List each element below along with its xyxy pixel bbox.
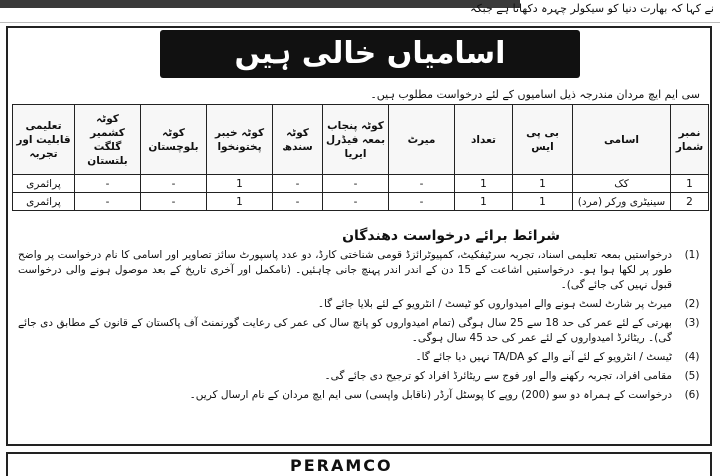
- header-quota-sindh: کوٹہ سندھ: [273, 105, 323, 175]
- condition-text: مقامی افراد، تجربہ رکھنے والے اور فوج سے ریٹائرڈ افراد کو ترجیح دی جائے گی۔: [324, 370, 672, 382]
- header-quota-kp: کوٹہ خیبر پختونخوا: [207, 105, 273, 175]
- cell-serial: 1: [671, 175, 709, 193]
- cell-quota-punjab: -: [323, 175, 389, 193]
- condition-item: [14, 297, 706, 312]
- header-post: اسامی: [573, 105, 671, 175]
- condition-number: (1): [684, 249, 700, 261]
- top-dark-bar: [0, 0, 520, 8]
- condition-number: (3): [684, 317, 700, 329]
- cell-bps: 1: [513, 175, 573, 193]
- cell-count: 1: [455, 175, 513, 193]
- cell-quota-kashmir-gb: -: [75, 175, 141, 193]
- header-count: تعداد: [455, 105, 513, 175]
- cell-quota-kp: 1: [207, 175, 273, 193]
- cell-qualification: پرائمری: [13, 193, 75, 211]
- condition-text: درخواست کے ہمراہ دو سو (200) روپے کا پوسٹل آرڈر (ناقابل واپسی) سی ایم ایچ مردان کے نام ارسال کریں۔: [189, 389, 672, 401]
- cell-quota-balochistan: -: [141, 193, 207, 211]
- cell-count: 1: [455, 193, 513, 211]
- condition-text: درخواستیں بمعہ تعلیمی اسناد، تجربہ سرٹیفکیٹ، کمپیوٹرائزڈ قومی شناختی کارڈ، دو عدد پاسپورٹ سائز تصاویر اور اسامی کا نام درخواست پر واضح طور پر لکھا ہوا ہو۔ درخواستیں اشاعت کے 15 دن کے اندر اندر پہنچ جانی چاہئیں۔ (نامکمل اور آخری تاریخ کے بعد موصول ہونے والی درخواست قبول نہیں کی جائے گی)۔: [18, 249, 672, 291]
- header-bps: بی پی ایس: [513, 105, 573, 175]
- header-serial: نمبر شمار: [671, 105, 709, 175]
- condition-item: [14, 388, 706, 403]
- condition-number: (6): [684, 389, 700, 401]
- cell-quota-punjab: -: [323, 193, 389, 211]
- intro-text: سی ایم ایچ مردان مندرجہ ذیل اسامیوں کے لئے درخواست مطلوب ہیں۔: [370, 88, 700, 101]
- condition-item: [14, 369, 706, 384]
- header-quota-kashmir-gb: کوٹہ کشمیر گلگت بلتستان: [75, 105, 141, 175]
- next-advert-title: PERAMCO: [290, 456, 393, 472]
- header-merit: میرٹ: [389, 105, 455, 175]
- condition-text: ٹیسٹ / انٹرویو کے لئے آنے والے کو TA/DA نہیں دیا جائے گا۔: [415, 351, 672, 363]
- cell-quota-kp: 1: [207, 193, 273, 211]
- header-quota-balochistan: کوٹہ بلوچستان: [141, 105, 207, 175]
- cell-quota-balochistan: -: [141, 175, 207, 193]
- conditions-title: شرائط برائے درخواست دھندگان: [342, 228, 560, 244]
- table-row: [13, 175, 709, 193]
- top-news-text: نے کہا کہ بھارت دنیا کو سیکولر چہرہ دکھاتا ہے جبکہ: [470, 2, 714, 15]
- title-banner: [160, 30, 580, 78]
- condition-item: [14, 248, 706, 293]
- cell-quota-sindh: -: [273, 193, 323, 211]
- cell-serial: 2: [671, 193, 709, 211]
- table-row: [13, 193, 709, 211]
- cell-qualification: پرائمری: [13, 175, 75, 193]
- cell-merit: -: [389, 175, 455, 193]
- conditions-list: [14, 248, 706, 407]
- banner-title: اسامیاں خالی ہیں: [234, 36, 506, 71]
- condition-number: (2): [684, 298, 700, 310]
- condition-text: بھرتی کے لئے عمر کی حد 18 سے 25 سال ہوگی (تمام امیدواروں کو پانچ سال کی عمر کی رعایت گورنمنٹ آف پاکستان کے قانون کے مطابق دی جائے گی)۔ ریٹائرڈ امیدواروں کے لئے عمر کی حد 45 سال ہوگی۔: [18, 317, 672, 344]
- condition-text: میرٹ پر شارٹ لسٹ ہونے والے امیدواروں کو ٹیسٹ / انٹرویو کے لئے بلایا جائے گا۔: [317, 298, 672, 310]
- cell-quota-kashmir-gb: -: [75, 193, 141, 211]
- cell-merit: -: [389, 193, 455, 211]
- cell-quota-sindh: -: [273, 175, 323, 193]
- condition-item: [14, 316, 706, 346]
- condition-number: (5): [684, 370, 700, 382]
- condition-item: [14, 350, 706, 365]
- cell-bps: 1: [513, 193, 573, 211]
- cell-post: سینیٹری ورکر (مرد): [573, 193, 671, 211]
- condition-number: (4): [684, 351, 700, 363]
- header-quota-punjab: کوٹہ پنجاب بمعہ فیڈرل ایریا: [323, 105, 389, 175]
- top-strip: [0, 0, 720, 23]
- cell-post: کک: [573, 175, 671, 193]
- header-qualification: تعلیمی قابلیت اور تجربہ: [13, 105, 75, 175]
- vacancy-table: [12, 104, 709, 211]
- table-header-row: [13, 105, 709, 175]
